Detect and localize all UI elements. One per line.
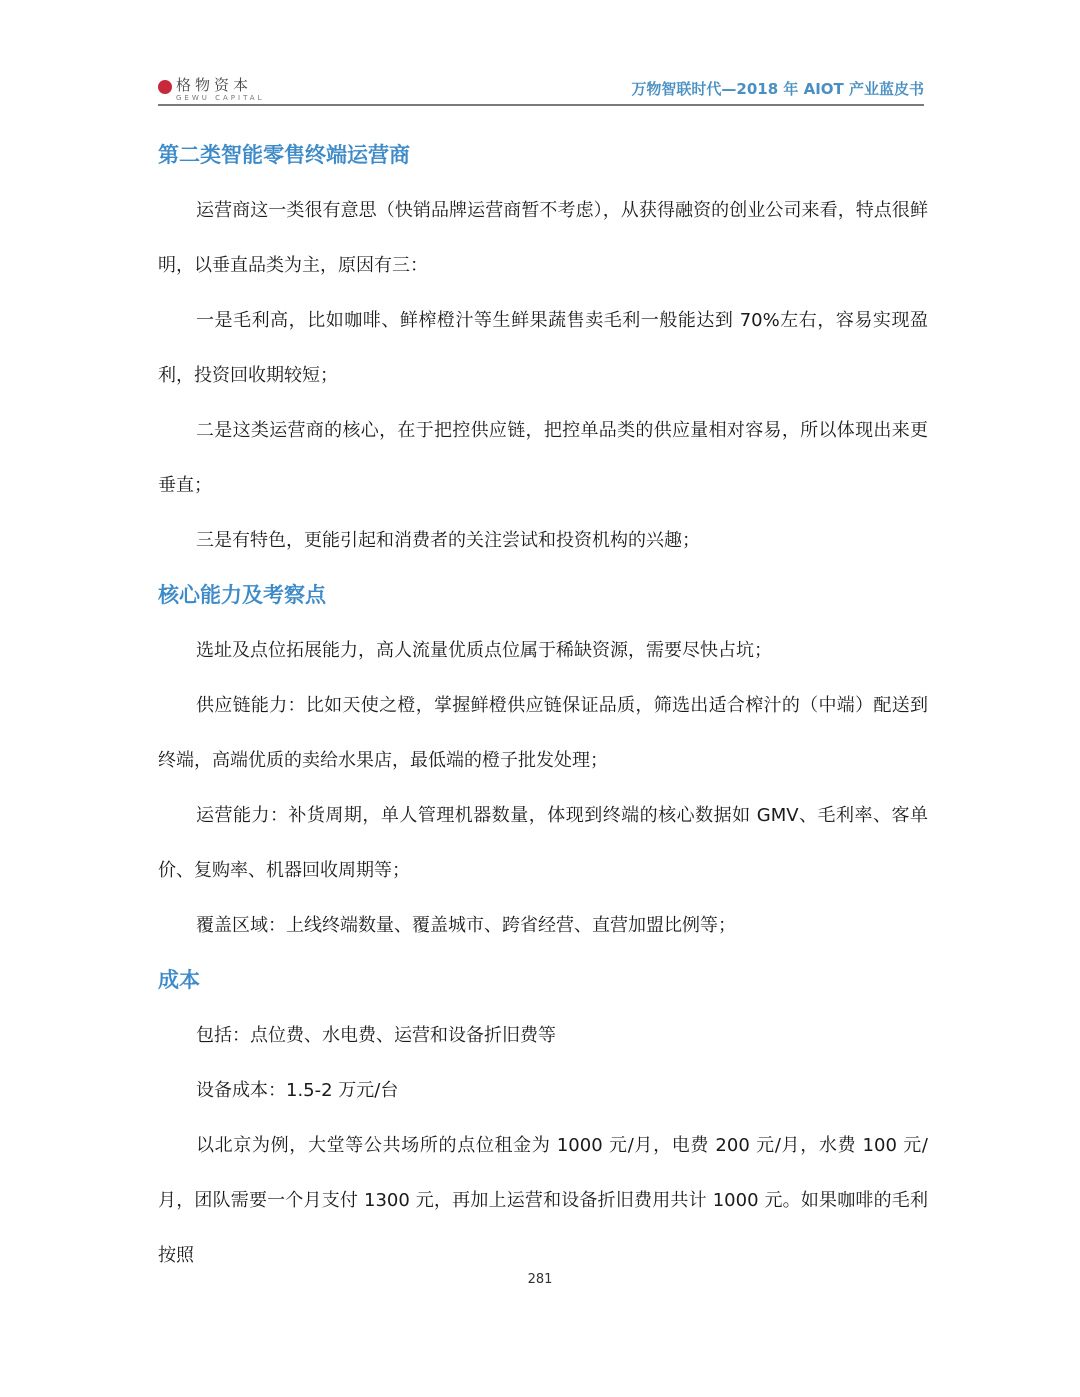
paragraph: 运营商这一类很有意思（快销品牌运营商暂不考虑），从获得融资的创业公司来看，特点很鲜明，以垂直品类为主，原因有三： — [158, 200, 928, 276]
paragraph: 选址及点位拓展能力，高人流量优质点位属于稀缺资源，需要尽快占坑； — [196, 640, 772, 661]
section-title-operators: 第二类智能零售终端运营商 — [158, 143, 410, 167]
section-title-cost: 成本 — [158, 968, 200, 992]
logo-mark-icon — [158, 80, 172, 94]
page-header — [158, 74, 924, 106]
paragraph: 二是这类运营商的核心，在于把控供应链，把控单品类的供应量相对容易，所以体现出来更垂直； — [158, 420, 928, 496]
page-body — [158, 140, 928, 1283]
paragraph: 包括：点位费、水电费、运营和设备折旧费等 — [196, 1025, 556, 1046]
section-title-core-capabilities: 核心能力及考察点 — [158, 583, 326, 607]
paragraph: 覆盖区域：上线终端数量、覆盖城市、跨省经营、直营加盟比例等； — [196, 915, 736, 936]
paragraph: 供应链能力：比如天使之橙，掌握鲜橙供应链保证品质，筛选出适合榨汁的（中端）配送到终端，高端优质的卖给水果店，最低端的橙子批发处理； — [158, 695, 928, 771]
logo-en-text: GEWU CAPITAL — [176, 94, 265, 102]
report-title: 万物智联时代—2018 年 AIOT 产业蓝皮书 — [631, 80, 924, 98]
company-logo — [158, 76, 265, 102]
paragraph: 三是有特色，更能引起和消费者的关注尝试和投资机构的兴趣； — [196, 530, 700, 551]
page-number: 281 — [527, 1272, 553, 1287]
logo-cn-text: 格物资本 — [176, 76, 253, 94]
paragraph: 运营能力：补货周期，单人管理机器数量，体现到终端的核心数据如 GMV、毛利率、客单价、复购率、机器回收周期等； — [158, 805, 928, 881]
paragraph: 以北京为例，大堂等公共场所的点位租金为 1000 元/月，电费 200 元/月，水费 100 元/月，团队需要一个月支付 1300 元，再加上运营和设备折旧费用共计 1000 元。如果咖啡的毛利按照 — [158, 1135, 928, 1266]
paragraph: 一是毛利高，比如咖啡、鲜榨橙汁等生鲜果蔬售卖毛利一般能达到 70%左右，容易实现盈利，投资回收期较短； — [158, 310, 928, 386]
paragraph: 设备成本：1.5-2 万元/台 — [196, 1080, 399, 1101]
